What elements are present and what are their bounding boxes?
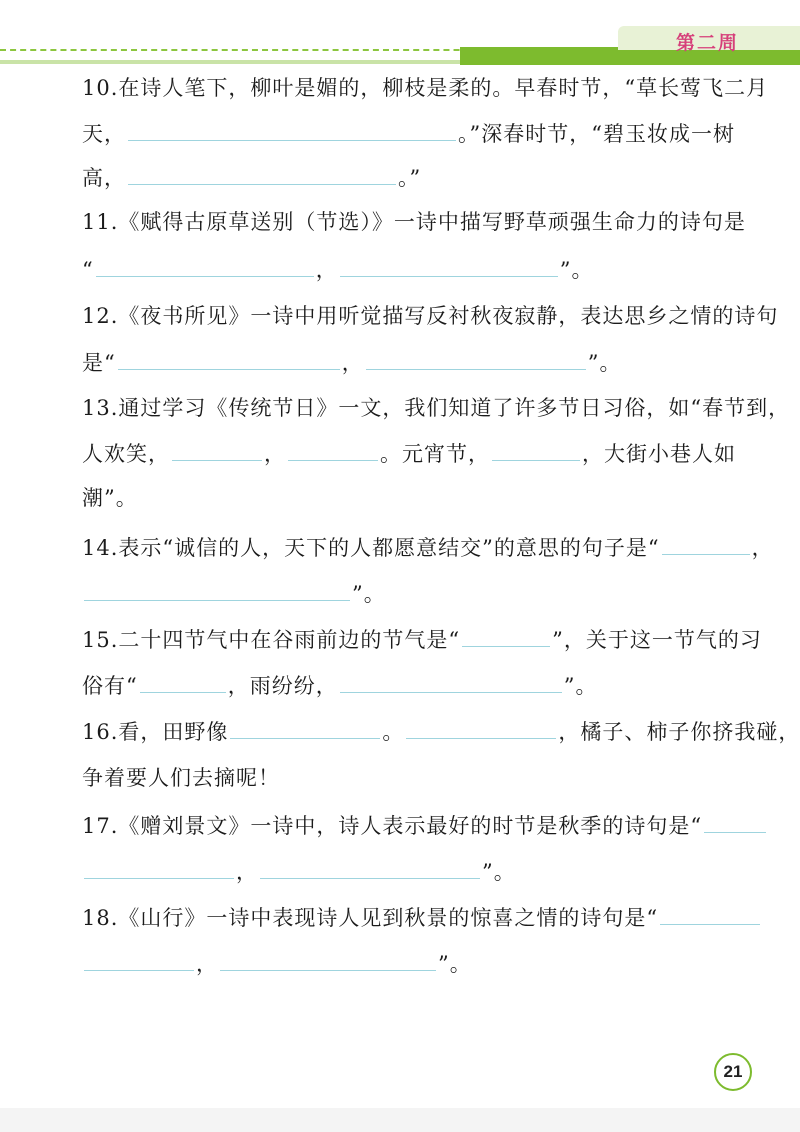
q14-blank-1[interactable]: [662, 536, 750, 555]
q16-blank-1[interactable]: [230, 720, 380, 739]
q16-text-1c: ，橘子、柿子你挤我碰，: [558, 720, 800, 744]
q10-text-1: 10.在诗人笔下，柳叶是媚的，柳枝是柔的。早春时节，“草长莺飞二月: [82, 76, 769, 100]
q18-line-1: [82, 904, 762, 932]
q12-text-1: 12.《夜书所见》一诗中用听觉描写反衬秋夜寂静，表达思乡之情的诗句: [82, 304, 779, 328]
q15-line-1: [82, 626, 762, 654]
q10-text-2a: 天，: [82, 122, 126, 146]
q18-line-2: [82, 950, 472, 978]
q12-text-2b: ，: [341, 351, 364, 375]
q18-text-2b: ，: [196, 952, 218, 976]
q15-blank-1[interactable]: [462, 628, 550, 647]
q15-line-2: [82, 672, 598, 700]
q11-line-1: [82, 208, 746, 236]
q14-text-1a: 14.表示“诚信的人，天下的人都愿意结交”的意思的句子是“: [82, 536, 660, 560]
q18-blank-3[interactable]: [220, 952, 436, 971]
q11-blank-2[interactable]: [340, 258, 558, 277]
q16-line-2: [82, 764, 280, 792]
q17-blank-3[interactable]: [260, 860, 480, 879]
header-green-rail: [0, 60, 520, 64]
q17-blank-1[interactable]: [704, 814, 766, 833]
q10-text-3b: 。”: [398, 166, 422, 190]
q14-line-2: [82, 580, 386, 608]
q15-text-2c: ”。: [563, 674, 598, 698]
q16-line-1: [82, 718, 800, 746]
q18-blank-1[interactable]: [660, 906, 760, 925]
q15-text-1a: 15.二十四节气中在谷雨前边的节气是“: [82, 628, 461, 652]
q12-blank-2[interactable]: [366, 351, 586, 370]
q16-text-1a: 16.看，田野像: [82, 720, 229, 744]
q17-blank-2[interactable]: [84, 860, 234, 879]
q10-blank-2[interactable]: [128, 166, 396, 185]
q10-line-1: [82, 74, 768, 102]
q11-text-2c: ”。: [559, 258, 594, 282]
q13-line-3: [82, 484, 138, 512]
q11-blank-1[interactable]: [96, 258, 314, 277]
q18-blank-2[interactable]: [84, 952, 194, 971]
bottom-scan-strip: [0, 1108, 800, 1132]
q14-text-1b: ，: [751, 536, 774, 560]
q13-text-2b: ，: [264, 442, 286, 466]
q15-text-2b: ，雨纷纷，: [227, 674, 338, 698]
week-label: 第二周: [676, 32, 740, 54]
q17-text-2c: ”。: [482, 860, 516, 884]
q16-blank-2[interactable]: [406, 720, 556, 739]
q16-text-2: 争着要人们去摘呢！: [82, 766, 280, 790]
q18-text-2c: ”。: [438, 952, 472, 976]
q10-line-2: [82, 120, 735, 148]
q13-text-2c: 。元宵节，: [380, 442, 490, 466]
q18-text-1: 18.《山行》一诗中表现诗人见到秋景的惊喜之情的诗句是“: [82, 906, 659, 930]
q10-line-3: [82, 164, 421, 192]
q17-text-1: 17.《赠刘景文》一诗中，诗人表示最好的时节是秋季的诗句是“: [82, 814, 703, 838]
q11-text-2b: ，: [315, 258, 338, 282]
q17-line-2: [82, 858, 516, 886]
q15-blank-3[interactable]: [340, 674, 562, 693]
q17-text-2b: ，: [236, 860, 258, 884]
q13-text-1: 13.通过学习《传统节日》一文，我们知道了许多节日习俗，如“春节到，: [82, 396, 791, 420]
q14-blank-2[interactable]: [84, 582, 350, 601]
page-number-badge: 21: [714, 1053, 752, 1091]
q13-text-3: 潮”。: [82, 486, 138, 510]
q16-text-1b: 。: [382, 720, 405, 744]
q14-text-2b: ”。: [352, 582, 386, 606]
header-dashed-rule: [0, 49, 520, 51]
q11-line-2: [82, 256, 594, 284]
q14-line-1: [82, 534, 774, 562]
q12-line-2: [82, 349, 622, 377]
q13-line-2: [82, 440, 736, 468]
q10-blank-1[interactable]: [128, 122, 456, 141]
q13-blank-1[interactable]: [172, 442, 262, 461]
q12-text-2a: 是“: [82, 351, 116, 375]
q13-line-1: [82, 394, 790, 422]
q15-text-1b: ”，关于这一节气的习: [552, 628, 762, 652]
q11-text-2a: “: [82, 258, 94, 282]
q17-line-1: [82, 812, 768, 840]
q12-blank-1[interactable]: [118, 351, 340, 370]
q11-text-1: 11.《赋得古原草送别（节选）》一诗中描写野草顽强生命力的诗句是: [82, 210, 746, 234]
q13-blank-2[interactable]: [288, 442, 378, 461]
q12-line-1: [82, 302, 778, 330]
q15-text-2a: 俗有“: [82, 674, 138, 698]
q13-blank-3[interactable]: [492, 442, 580, 461]
q13-text-2a: 人欢笑，: [82, 442, 170, 466]
q15-blank-2[interactable]: [140, 674, 226, 693]
q10-text-3a: 高，: [82, 166, 126, 190]
q13-text-2d: ，大街小巷人如: [582, 442, 736, 466]
q10-text-2b: 。”深春时节，“碧玉妆成一树: [458, 122, 735, 146]
q12-text-2c: ”。: [587, 351, 622, 375]
